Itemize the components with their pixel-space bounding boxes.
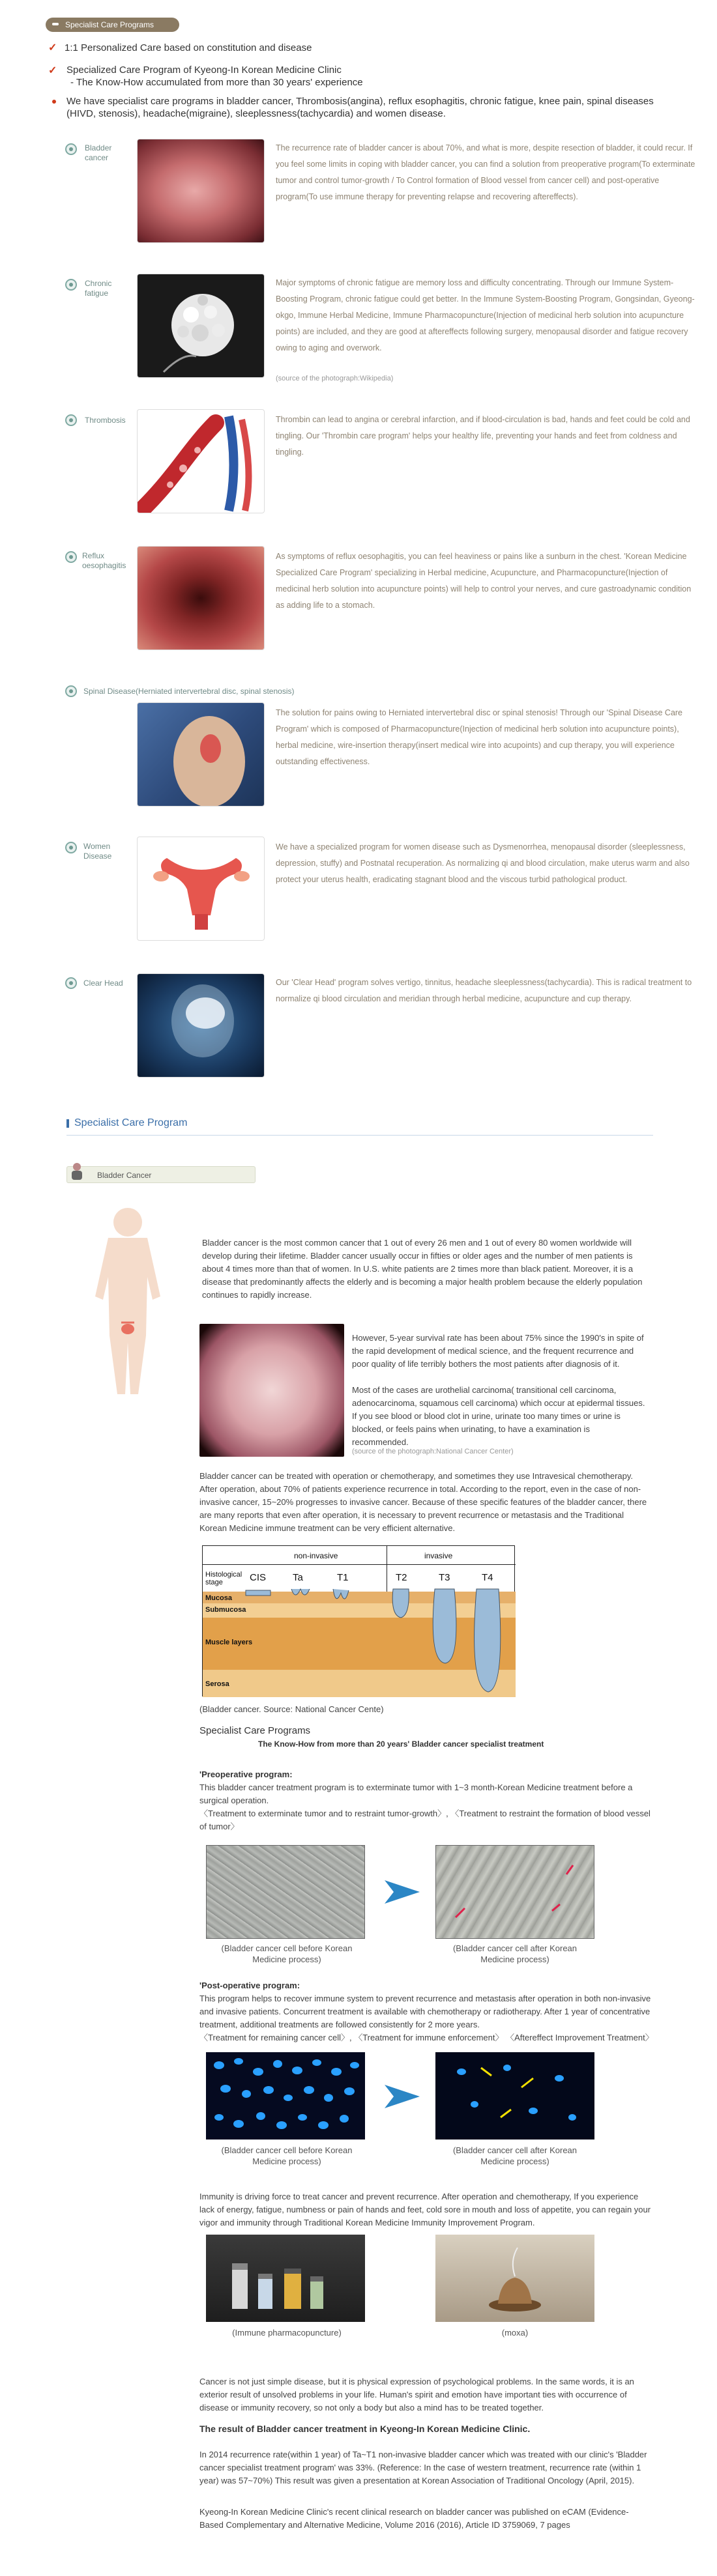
item-label: Bladder cancer xyxy=(85,143,112,162)
closing-text: Cancer is not just simple disease, but it is physical expression of psychological problems. In the same words, it is an exterior result of unsolved problems in your life. Human's spirit and emotion have important ties with occurrence of disease or immunity recovery, so not only a body but also a mind has to be treated together. xyxy=(199,2377,634,2412)
caption: (Immune pharmacopuncture) xyxy=(232,2328,342,2338)
result-text: In 2014 recurrence rate(within 1 year) of Ta~T1 non-invasive bladder cancer which was treated with our clinic's 'Bladder cancer specialist treatment program' was 33%. (Reference: In the case of western treatment, recurrence rate (within 1 year) was 57~70%) This result was given a presentation at Korean Association of Traditional Oncology (April, 2015). xyxy=(199,2450,647,2485)
cell-photo-before-pre xyxy=(206,1845,365,1939)
item-label: Chronic fatigue xyxy=(85,279,112,298)
postoperative-items: 〈Treatment for remaining cancer cell〉, 〈Treatment for immune enforcement〉 〈Aftereffect Improvement Treatment〉 xyxy=(199,2033,654,2042)
item-icon xyxy=(65,977,77,989)
check-icon: ✓ xyxy=(48,42,57,53)
cell-photo-after-pre xyxy=(435,1845,594,1939)
postoperative-text: This program helps to recover immune system to prevent recurrence and metastasis after operation in both non-invasive and invasive patients. Concurrent treatment is available with chemotherapy or radiotherapy. After 1 year of concentrative treatment, additional treatments are followed consistently for 2 more years. xyxy=(199,1994,651,2029)
item-description: The solution for pains owing to Herniated intervertebral disc or spinal stenosis! Through our 'Spinal Disease Care Program' which is composed of Pharmacopuncture(Injection of medicinal herb solution into acupuncture points), herbal medicine, wire-insertion therapy(insert medical wire into acupoints) and cup therapy, you will experience outstanding effectiveness. xyxy=(276,708,683,766)
item-icon xyxy=(65,842,77,853)
photo-source-note: (source of the photograph:Wikipedia) xyxy=(276,375,394,382)
cancer-stage-diagram: non-invasive invasive Histological stage CIS Ta T1 T2 T3 T4 Mucosa Submucosa Muscle layers Serosa xyxy=(202,1545,515,1696)
section-badge: Specialist Care Programs xyxy=(46,18,179,32)
result-title: The result of Bladder cancer treatment in Kyeong-In Korean Medicine Clinic. xyxy=(199,2424,531,2434)
tab-bladder-cancer[interactable]: Bladder Cancer xyxy=(66,1166,256,1183)
paragraph-4: Bladder cancer can be treated with operation or chemotherapy, and sometimes they use Intravesical chemotherapy. After operation, about 70% of patients experience recurrence in total. According to the report, even in the case of non-invasive cancer, 15~20% progresses to invasive cancer. Because of these specific features of the bladder cancer, there are many reports that even after operation, it is necessary to prevent recurrence or metastasis and the Traditional Korean Medicine immune treatment can be very efficient alternative. xyxy=(199,1471,647,1533)
headline-1: ✓ 1:1 Personalized Care based on constitution and disease xyxy=(48,42,312,53)
paragraph-1: Bladder cancer is the most common cancer that 1 out of every 26 men and 1 out of every 80 women worldwide will develop during their lifetime. Bladder cancer usually occur in fifties or older ages and the number of men patients is about 4 times more than that of women. In U.S. white patients are 2 times more than black patient. Moreover, it is a disease that predominantly affects the elderly and is becoming a major health problem because the elderly population continues to rapidly increase. xyxy=(202,1238,643,1300)
doctor-icon xyxy=(70,1162,84,1181)
moxa-photo xyxy=(435,2235,594,2322)
immune-cell-photo xyxy=(137,274,265,378)
pharmacopuncture-photo xyxy=(206,2235,365,2322)
final-text: Kyeong-In Korean Medicine Clinic's recent clinical research on bladder cancer was published on eCAM (Evidence-Based Complementary and Alternative Medicine, Volume 2016 (2016), Article ID 3759069, 7 pages xyxy=(199,2507,629,2530)
item-description: Major symptoms of chronic fatigue are memory loss and difficulty concentrating. Through our Immune System-Boosting Program, chronic fatigue could get better. In the Immune System-Boosting Program, Gongsindan, Gyeong-okgo, Immune Herbal Medicine, Immune Pharmacopuncture(Injection of medicinal herb solution into acupuncture points) are included, and they are good at aftereffects following surgery, menopausal disorder and fatigue recovery owing to aging and overwork. xyxy=(276,278,695,352)
bullet-dot xyxy=(52,100,56,104)
caption: (Bladder cancer cell after Korean Medicine process) xyxy=(452,2145,578,2166)
item-label: Thrombosis xyxy=(85,416,126,425)
caption: (Bladder cancer cell after Korean Medicine process) xyxy=(452,1943,578,1964)
photo-source-note: (source of the photograph:National Cancer Center) xyxy=(352,1448,514,1455)
section-title: Specialist Care Program xyxy=(74,1117,188,1128)
item-icon xyxy=(65,685,77,697)
bladder-cancer-photo xyxy=(137,139,265,243)
item-icon xyxy=(65,414,77,426)
programs-subtitle: The Know-How from more than 20 years' Bladder cancer specialist treatment xyxy=(258,1739,544,1749)
item-icon xyxy=(65,279,77,291)
caption: (Bladder cancer cell before Korean Medicine process) xyxy=(221,1943,353,1964)
preoperative-text: This bladder cancer treatment program is to exterminate tumor with 1~3 month-Korean Medicine treatment before a surgical operation. xyxy=(199,1782,633,1805)
item-description: The recurrence rate of bladder cancer is about 70%, and what is more, despite resection of bladder, it could recur. If you feel some limits in coping with bladder cancer, you can find a solution from preoperative program(To exterminate tumor and control tumor-growth / To Control formation of Blood vessel from cancer cell) and post-operative program(To use immune therapy for preventing relapse and recovering aftereffects). xyxy=(276,143,695,201)
paragraph-2: However, 5-year survival rate has been about 75% since the 1990's in spite of the rapid development of medical science, and the frequent recurrence and poor quality of life terribly bothers the most patients after diagnosis of it. xyxy=(352,1333,644,1369)
thrombosis-illustration xyxy=(137,409,265,513)
postoperative-title: 'Post-operative program: xyxy=(199,1981,300,1990)
item-icon xyxy=(65,143,77,155)
body-illustration xyxy=(76,1205,180,1401)
uterus-illustration xyxy=(137,837,265,941)
bladder-endoscopy-photo xyxy=(199,1324,344,1457)
headline-3: We have specialist care programs in bladder cancer, Thrombosis(angina), reflux esophagitis, chronic fatigue, knee pain, spinal diseases (HIVD, stenosis), headache(migraine), sleeplessness(tachycardia) and women disease. xyxy=(66,96,654,119)
item-label: Women Disease xyxy=(83,842,112,861)
item-description: As symptoms of reflux oesophagitis, you can feel heaviness or pains like a sunburn in the chest. 'Korean Medicine Specialized Care Program' specializing in Herbal medicine, Acupuncture, and Pharmacopuncture(Injection of medicinal herb solution into acupuncture points) will help to control your nerves, and cure gastroadynamic condition as adding life to a stomach. xyxy=(276,552,692,610)
item-label: Reflux oesophagitis xyxy=(82,551,126,570)
paragraph-3: Most of the cases are urothelial carcinoma( transitional cell carcinoma, adenocarcinoma, squamous cell carcinoma) which occur at epidermal tissues. If you see blood or blood clot in urine, urinate too many times or urine is blocked, or feels pains when urinating, to have a examination is recommended. xyxy=(352,1385,645,1447)
item-icon xyxy=(65,551,77,563)
arrow-right-icon xyxy=(385,2085,420,2110)
section-marker xyxy=(66,1119,69,1128)
preoperative-title: 'Preoperative program: xyxy=(199,1769,293,1779)
item-label: Spinal Disease(Herniated intervertebral disc, spinal stenosis) xyxy=(83,687,295,696)
caption: (moxa) xyxy=(501,2328,529,2338)
preoperative-items: 〈Treatment to exterminate tumor and to restraint tumor-growth〉, 〈Treatment to restraint the formation of blood vessel of tumor〉 xyxy=(199,1809,651,1831)
arrow-right-icon xyxy=(385,1880,420,1906)
check-icon: ✓ xyxy=(48,65,57,76)
immunity-text: Immunity is driving force to treat cancer and prevent recurrence. After operation and chemotherapy, If you experience lack of energy, fatigue, numbness or pain of hands and feet, cold sore in mouth and loss of appetite, you can regain your vigor and immunity through Traditional Korean Medicine Immunity Improvement Program. xyxy=(199,2192,651,2227)
cell-photo-after-post xyxy=(435,2052,594,2140)
oesophagitis-photo xyxy=(137,546,265,650)
headline-2 xyxy=(48,64,57,77)
spine-pain-photo xyxy=(137,702,265,807)
cell-photo-before-post xyxy=(206,2052,365,2140)
brain-scan-illustration xyxy=(137,973,265,1078)
programs-title: Specialist Care Programs xyxy=(199,1725,311,1736)
item-description: We have a specialized program for women disease such as Dysmenorrhea, menopausal disorder (sleeplessness, depression, stuffy) and Postnatal recuperation. As normalizing qi and blood circulation, make uterus warm and also protect your uterus health, eradicating stagnant blood and the viscous turbid pathological product. xyxy=(276,842,690,884)
diagram-caption: (Bladder cancer. Source: National Cancer Cente) xyxy=(199,1704,384,1714)
item-description: Our 'Clear Head' program solves vertigo, tinnitus, headache sleeplessness(tachycardia). This is radical treatment to normalize qi blood circulation and meridian through herbal medicine, acupuncture and cup therapy. xyxy=(276,978,692,1003)
item-description: Thrombin can lead to angina or cerebral infarction, and if blood-circulation is bad, hands and feet could be cold and tingling. Our 'Thrombin care program' helps your healthy life, preventing your hands and feet from coldness and tingling. xyxy=(276,415,690,457)
item-label: Clear Head xyxy=(83,979,123,988)
caption: (Bladder cancer cell before Korean Medicine process) xyxy=(221,2145,353,2166)
section-divider xyxy=(66,1135,653,1136)
